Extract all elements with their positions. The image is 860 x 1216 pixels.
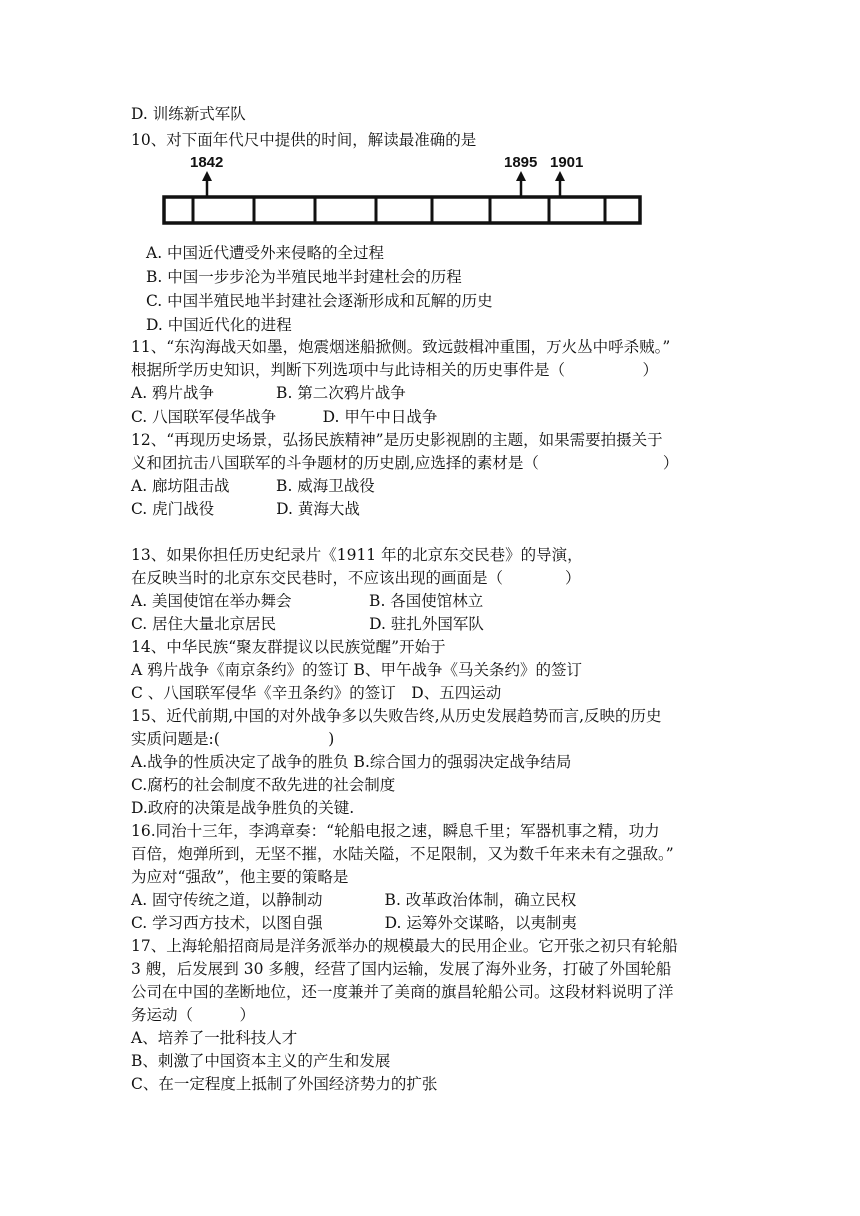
text-line: 10、对下面年代尺中提供的时间，解读最准确的是 [131,131,477,149]
text-line: C. 中国半殖民地半封建社会逐渐形成和瓦解的历史 [146,292,493,310]
text-line: 百倍，炮弹所到，无坚不摧，水陆关隘，不足限制，又为数千年来未有之强敌。” [131,845,674,863]
text-line: 在反映当时的北京东交民巷时，不应该出现的画面是（ ） [131,569,581,587]
text-line: A. 中国近代遭受外来侵略的全过程 [146,244,385,262]
text-line: C 、八国联军侵华《辛丑条约》的签订 D、五四运动 [131,684,502,702]
text-line: A.战争的性质决定了战争的胜负 B.综合国力的强弱决定战争结局 [131,753,572,771]
text-line: 17、上海轮船招商局是洋务派举办的规模最大的民用企业。它开张之初只有轮船 [131,937,678,955]
text-line: 务运动（ ） [131,1006,256,1024]
ruler-bar [164,197,640,223]
text-line: D. 训练新式军队 [131,105,246,123]
text-line: 12、“再现历史场景，弘扬民族精神”是历史影视剧的主题，如果需要拍摄关于 [131,431,663,449]
text-line: 13、如果你担任历史纪录片《1911 年的北京东交民巷》的导演， [131,546,583,564]
year-label-1895: 1895 [504,154,538,171]
text-line: 15、近代前期,中国的对外战争多以失败告终,从历史发展趋势而言,反映的历史 [131,707,662,725]
text-line: A. 鸦片战争 B. 第二次鸦片战争 [131,384,406,402]
text-line: C. 八国联军侵华战争 D. 甲午中日战争 [131,408,438,426]
text-line: B、刺激了中国资本主义的产生和发展 [131,1052,391,1070]
arrow-1895 [516,171,526,197]
text-line: A 鸦片战争《南京条约》的签订 B、甲午战争《马关条约》的签订 [131,661,582,679]
text-line: 11、“东沟海战天如墨，炮震烟迷船掀侧。致远鼓楫冲重围，万火丛中呼杀贼。” [131,338,671,356]
timeline-ruler [160,152,646,234]
text-line: 实质问题是:( ) [131,730,335,748]
text-line: A. 廊坊阻击战 B. 威海卫战役 [131,477,375,495]
text-line: 3 艘，后发展到 30 多艘，经营了国内运输，发展了海外业务，打破了外国轮船 [131,960,672,978]
text-line: 16.同治十三年，李鸿章奏：“轮船电报之速，瞬息千里；军器机事之精，功力 [131,822,660,840]
text-line: C、在一定程度上抵制了外国经济势力的扩张 [131,1075,438,1093]
text-line: B. 中国一步步沦为半殖民地半封建杜会的历程 [146,268,462,286]
year-label-1842: 1842 [190,154,224,171]
text-line: 义和团抗击八国联军的斗争题材的历史剧,应选择的素材是（ ） [131,454,679,472]
ruler-ticks [193,197,605,223]
text-line: A. 固守传统之道，以静制动 B. 改革政治体制，确立民权 [131,891,577,909]
text-line: C. 学习西方技术，以图自强 D. 运筹外交谋略，以夷制夷 [131,914,577,932]
text-line: 为应对“强敌”，他主要的策略是 [131,868,349,886]
text-line: C. 居住大量北京居民 D. 驻扎外国军队 [131,615,484,633]
text-line: D.政府的决策是战争胜负的关键. [131,799,355,817]
text-line: C. 虎门战役 D. 黄海大战 [131,500,360,518]
arrow-1842 [202,171,212,197]
text-line: 14、中华民族“聚友群提议以民族觉醒”开始于 [131,638,446,656]
text-line: 公司在中国的垄断地位，还一度兼并了美商的旗昌轮船公司。这段材料说明了洋 [131,983,674,1001]
text-line: C.腐朽的社会制度不敌先进的社会制度 [131,776,396,794]
arrow-1901 [555,171,565,197]
year-label-1901: 1901 [550,154,584,171]
text-line: 根据所学历史知识，判断下列选项中与此诗相关的历史事件是（ ） [131,361,659,379]
text-line: A. 美国使馆在举办舞会 B. 各国使馆林立 [131,592,484,610]
text-line: D. 中国近代化的进程 [146,316,292,334]
text-line: A、培养了一批科技人才 [131,1029,298,1047]
